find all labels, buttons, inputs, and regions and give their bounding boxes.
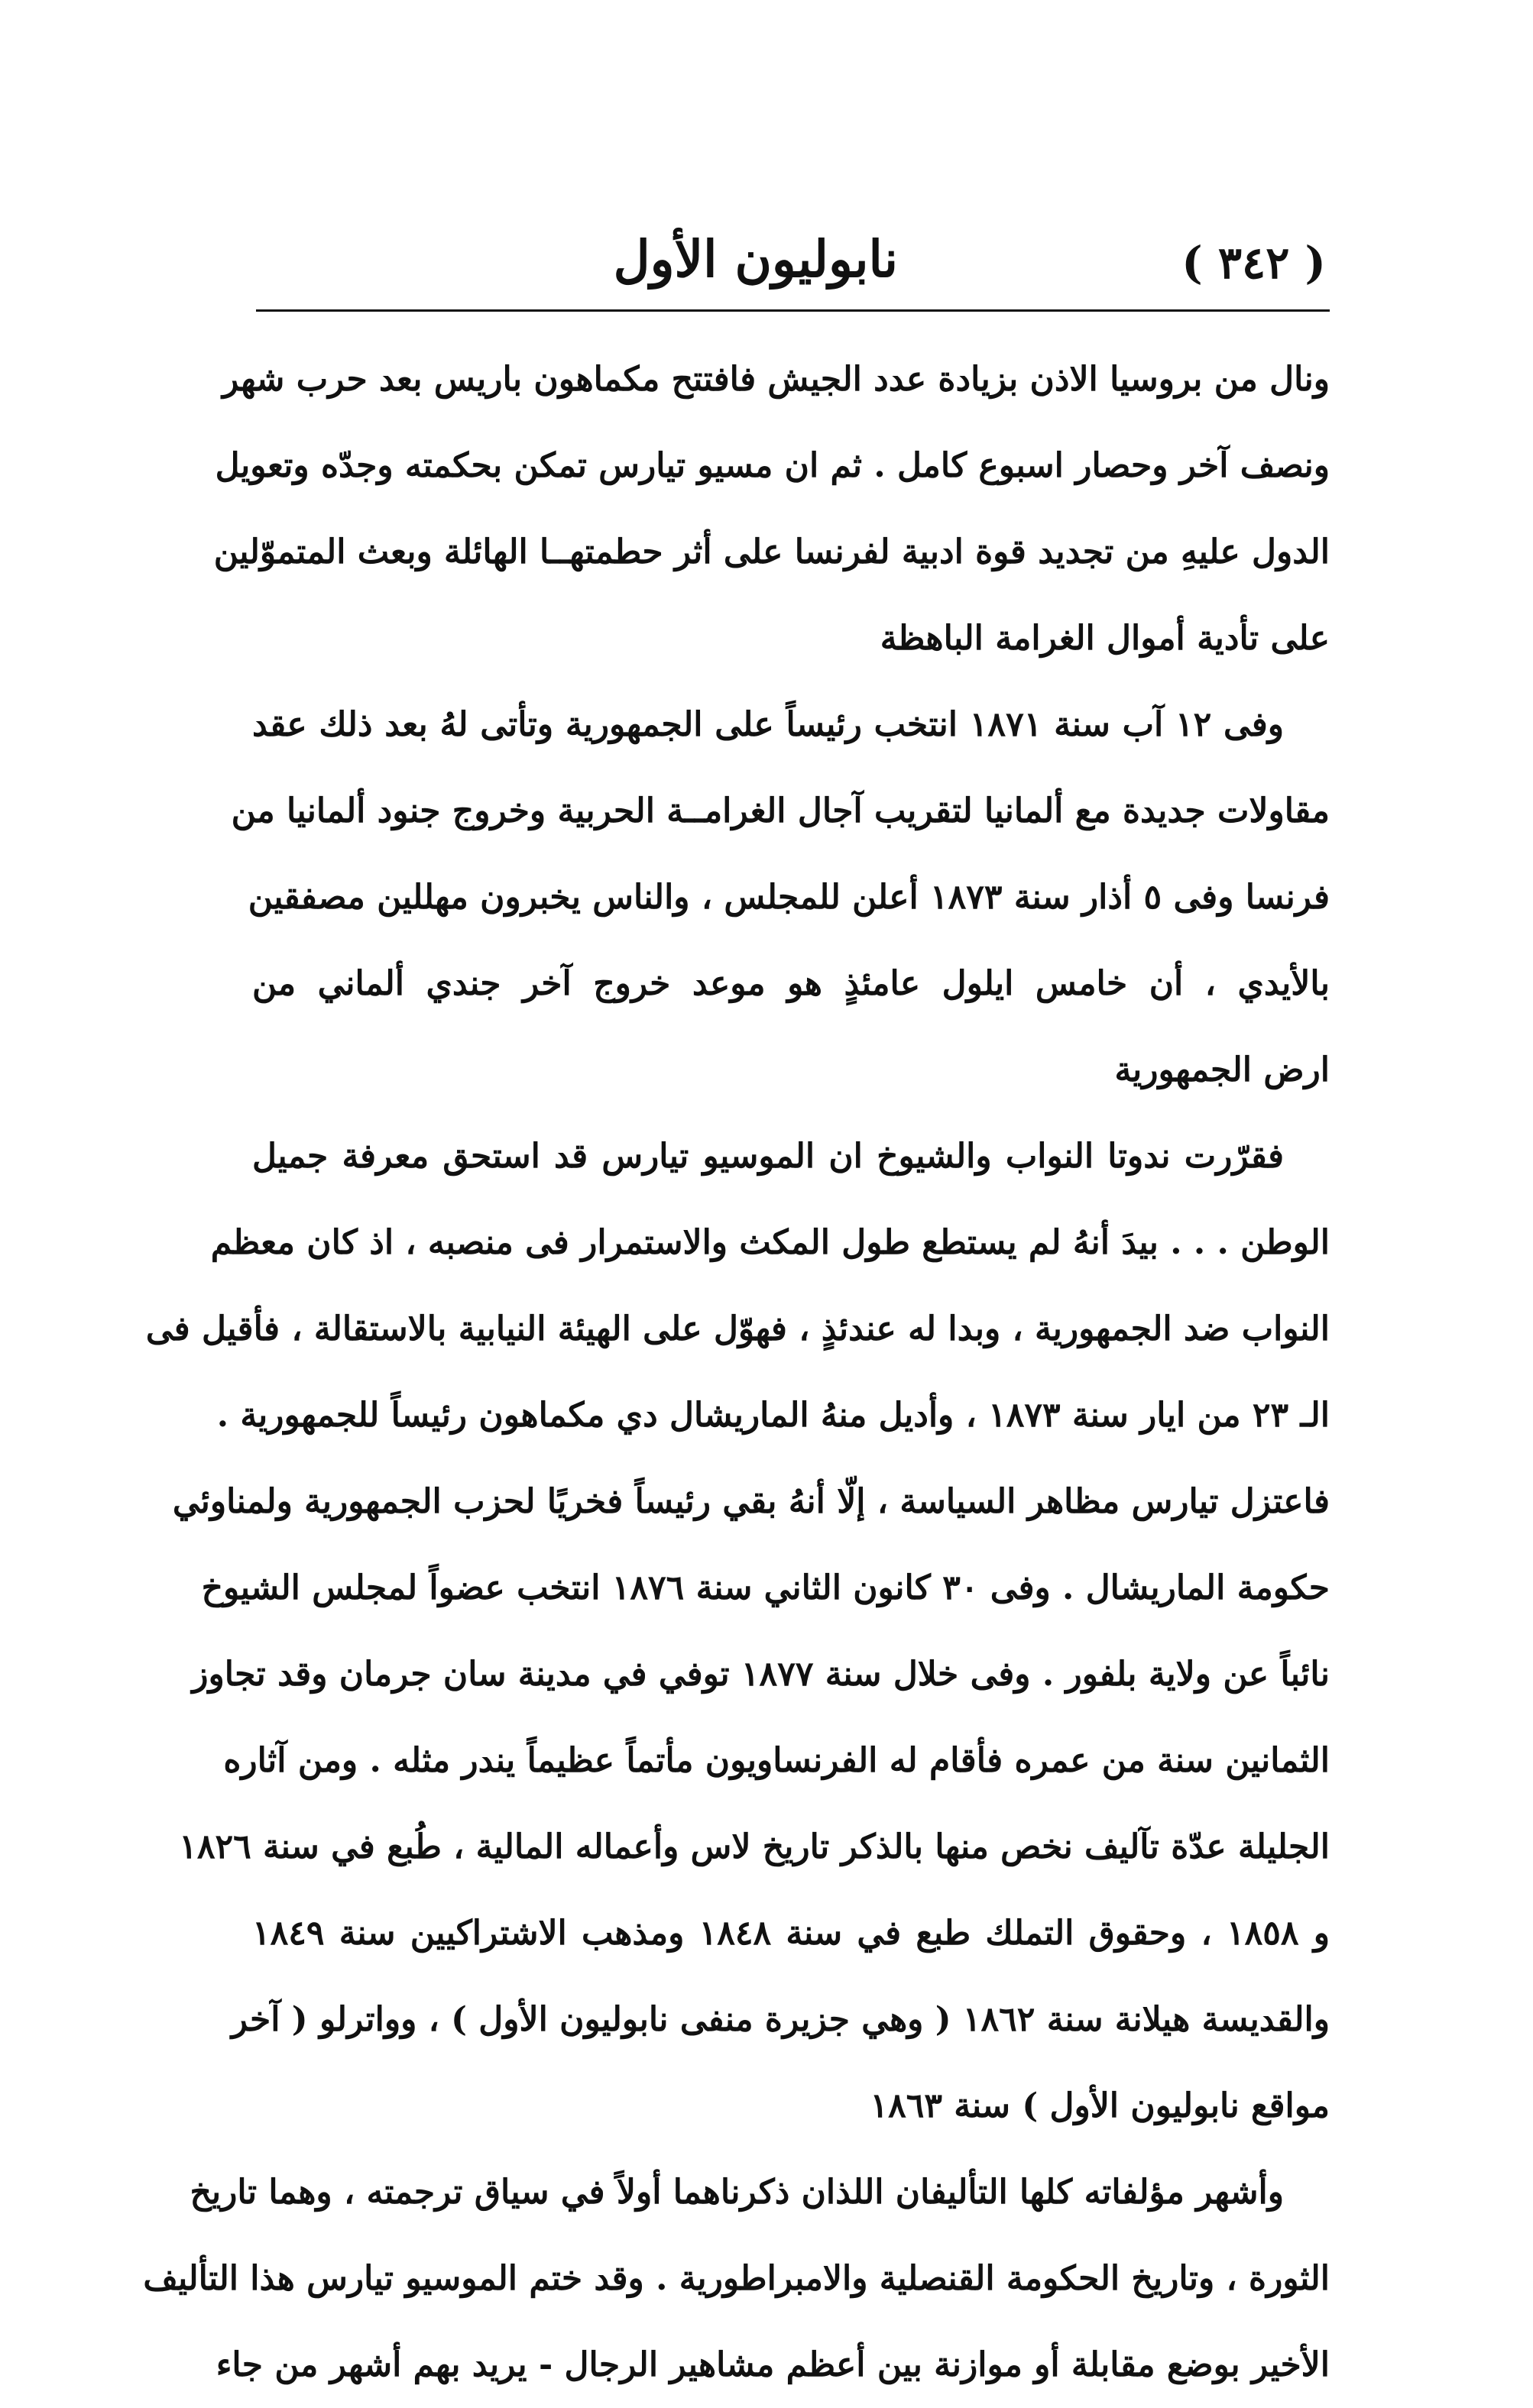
text-line: الدول عليهِ من تجديد قوة ادبية لفرنسا على أثر حطمتهــا الهائلة وبعث المتموّلين	[213, 532, 1330, 571]
text-line: وفى ١٢ آب سنة ١٨٧١ انتخب رئيساً على الجمهورية وتأتى لهُ بعد ذلك عقد	[252, 705, 1284, 744]
running-title: نابوليون الأول	[613, 229, 898, 289]
text-line: ونال من بروسيا الاذن بزيادة عدد الجيش فافتتح مكماهون باريس بعد حرب شهر	[222, 360, 1330, 399]
text-line: الـ ٢٣ من ايار سنة ١٨٧٣ ، وأديل منهُ الماريشال دي مكماهون رئيساً للجمهورية .	[216, 1396, 1330, 1435]
text-line: مقاولات جديدة مع ألمانيا لتقريب آجال الغرامــة الحربية وخروج جنود ألمانيا من	[231, 791, 1330, 830]
text-line: وأشهر مؤلفاته كلها التأليفان اللذان ذكرناهما أولاً في سياق ترجمته ، وهما تاريخ	[190, 2173, 1284, 2212]
text-line: فرنسا وفى ٥ أذار سنة ١٨٧٣ أعلن للمجلس ، والناس يخبرون مهللين مصفقين	[248, 878, 1330, 917]
text-line: فقرّرت ندوتا النواب والشيوخ ان الموسيو تيارس قد استحق معرفة جميل	[252, 1137, 1284, 1176]
text-line: على تأدية أموال الغرامة الباهظة	[880, 619, 1330, 658]
text-line: مواقع نابوليون الأول ) سنة ١٨٦٣	[870, 2086, 1330, 2125]
text-line: والقديسة هيلانة سنة ١٨٦٢ ( وهي جزيرة منفى نابوليون الأول ) ، وواترلو ( آخر	[231, 2000, 1330, 2039]
text-line: الثمانين سنة من عمره فأقام له الفرنساويون مأتماً عظيماً يندر مثله . ومن آثاره	[223, 1741, 1330, 1780]
header-rule	[256, 309, 1330, 312]
text-line: نائباً عن ولاية بلفور . وفى خلال سنة ١٨٧٧ توفي في مدينة سان جرمان وقد تجاوز	[192, 1655, 1330, 1694]
text-line: النواب ضد الجمهورية ، وبدا له عندئذٍ ، فهوّل على الهيئة النيابية بالاستقالة ، فأقيل فى	[145, 1309, 1330, 1348]
body-text	[143, 336, 1330, 2408]
text-line: الثورة ، وتاريخ الحكومة القنصلية والامبراطورية . وقد ختم الموسيو تيارس هذا التأليف	[143, 2259, 1330, 2298]
text-line: فاعتزل تيارس مظاهر السياسة ، إلّا أنهُ بقي رئيساً فخريًا لحزب الجمهورية ولمناوئي	[172, 1482, 1330, 1521]
text-line: بالأيدي ، أن خامس ايلول عامئذٍ هو موعد خروج آخر جندي ألماني من	[252, 964, 1330, 1003]
text-line: الأخير بوضع مقابلة أو موازنة بين أعظم مشاهير الرجال - يريد بهم أشهر من جاء	[216, 2345, 1330, 2384]
text-line: ونصف آخر وحصار اسبوع كامل . ثم ان مسيو تيارس تمكن بحكمته وجدّه وتعويل	[215, 446, 1330, 485]
text-line: و ١٨٥٨ ، وحقوق التملك طبع في سنة ١٨٤٨ ومذهب الاشتراكيين سنة ١٨٤٩	[252, 1914, 1330, 1953]
text-line: حكومة الماريشال . وفى ٣٠ كانون الثاني سنة ١٨٧٦ انتخب عضواً لمجلس الشيوخ	[201, 1568, 1330, 1607]
page-header	[256, 229, 1326, 313]
text-line: الجليلة عدّة تآليف نخص منها بالذكر تاريخ لاس وأعماله المالية ، طُبع في سنة ١٨٢٦	[179, 1827, 1330, 1866]
text-line: الوطن . . . بيدَ أنهُ لم يستطع طول المكث والاستمرار فى منصبه ، اذ كان معظم	[210, 1223, 1330, 1262]
text-line: ارض الجمهورية	[1114, 1050, 1330, 1089]
page-number: ( ٣٤٢ )	[1181, 237, 1326, 289]
